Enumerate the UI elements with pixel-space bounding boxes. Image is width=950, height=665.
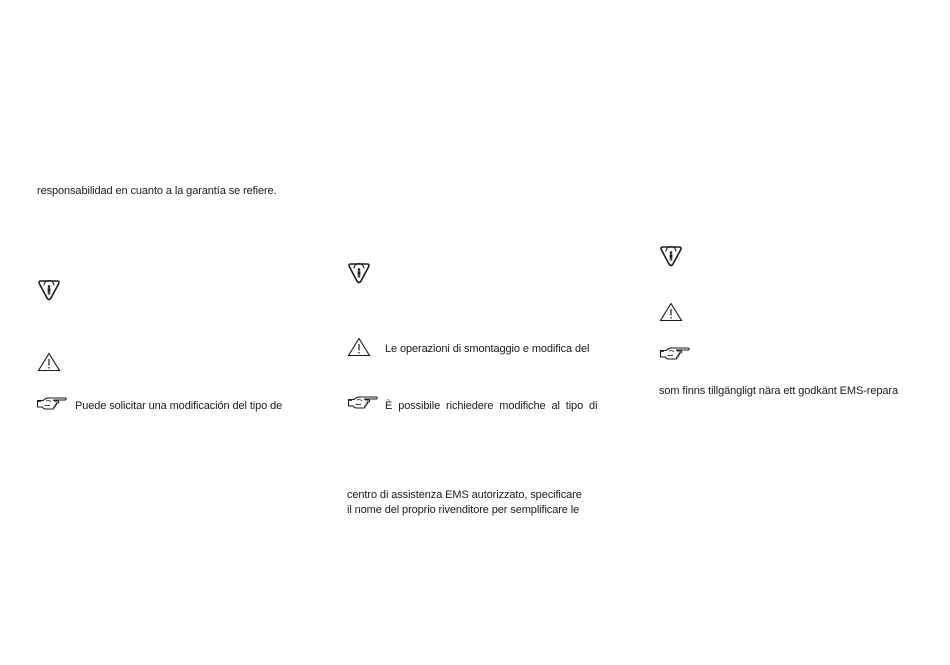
pointing-hand-icon [36,396,68,414]
service-person-icon [347,262,371,284]
col2-warning-text: Le operazioni di smontaggio e modifica del [385,343,590,355]
col2-text-line: il nome del proprio rivenditore per semplificare le [347,504,580,516]
service-person-icon [37,279,61,301]
col1-text-line: responsabilidad en cuanto a la garantía se refiere. [37,185,277,197]
col2-text-line: centro di assistenza EMS autorizzato, specificare [347,489,582,501]
col2-note-text: È possibile richiedere modifiche al tipo di [385,400,598,412]
warning-triangle-icon [347,337,371,357]
pointing-hand-icon [659,346,691,364]
col3-text-line: som finns tillgängligt nära ett godkänt EMS-repara [659,385,898,397]
pointing-hand-icon [347,395,379,413]
service-person-icon [659,245,683,267]
warning-triangle-icon [659,302,683,322]
warning-triangle-icon [37,352,61,372]
col1-note-text: Puede solicitar una modificación del tipo de [75,400,283,412]
